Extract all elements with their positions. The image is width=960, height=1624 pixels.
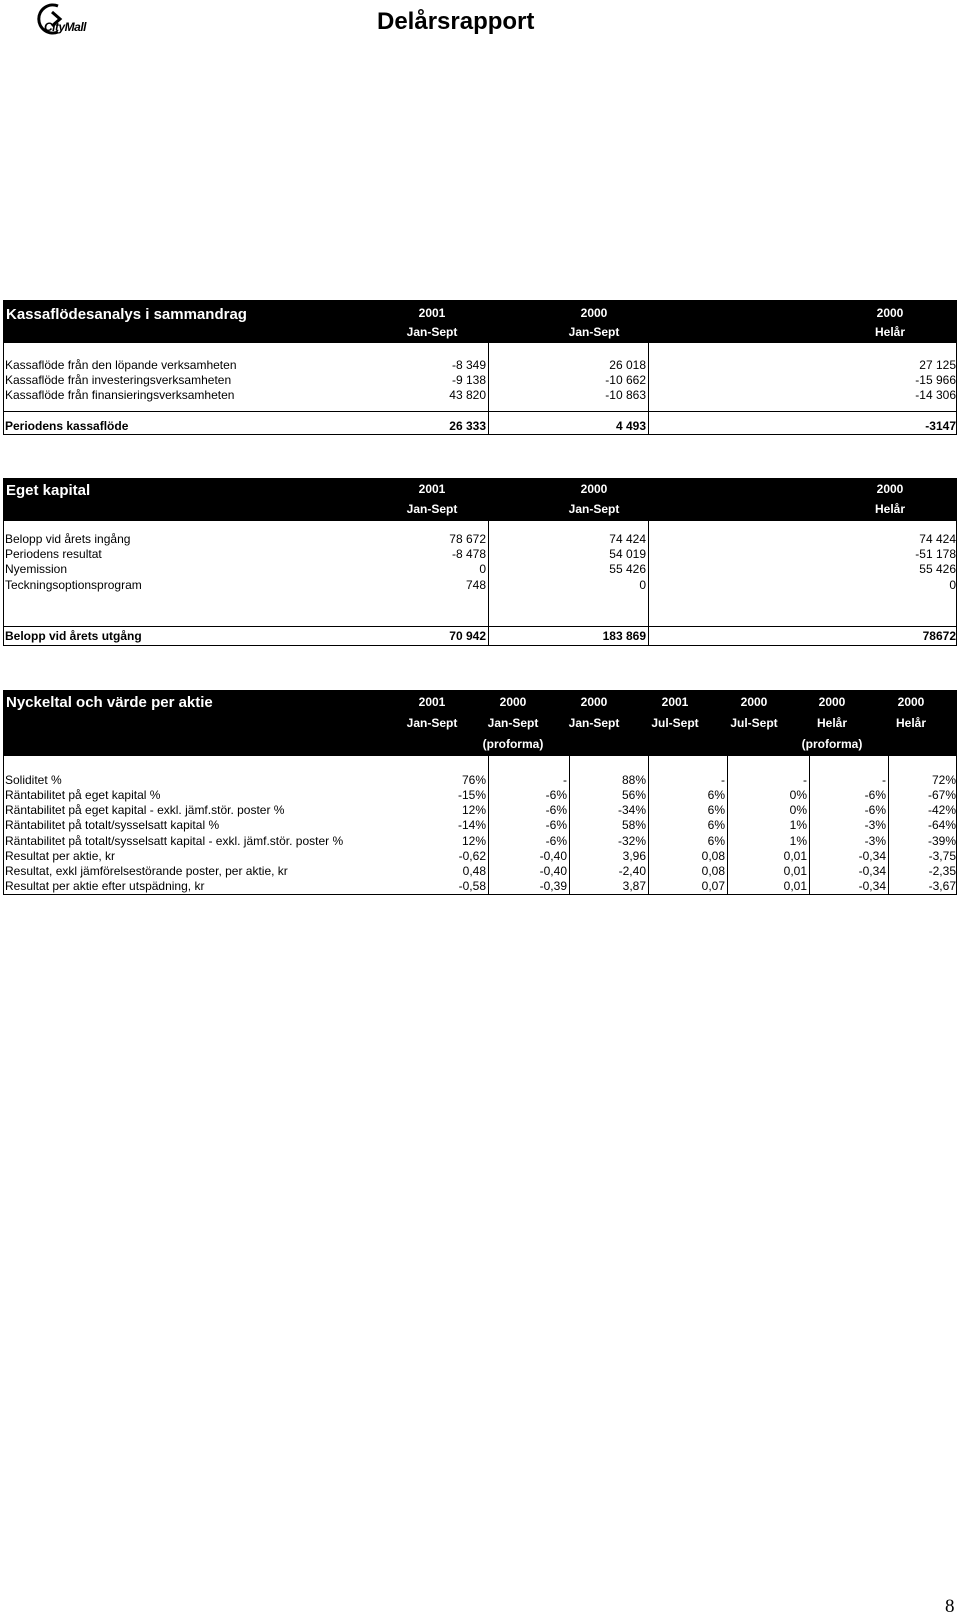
value-cell: -3147: [925, 419, 956, 433]
value-cell: 183 869: [602, 629, 646, 643]
value-cell: -3%: [864, 818, 886, 832]
row-label: Resultat per aktie, kr: [5, 849, 116, 863]
table-row: [3, 773, 957, 788]
value-cell: -6%: [545, 788, 567, 802]
row-label: Periodens kassaflöde: [5, 419, 129, 433]
cashflow-section: [3, 300, 957, 434]
value-cell: -2,40: [618, 864, 646, 878]
ratios-period-1: Jan-Sept: [406, 716, 458, 730]
table-row: [3, 818, 957, 833]
page-number: 8: [945, 1596, 955, 1617]
ratios-year-1: 2001: [418, 695, 446, 709]
row-label: Belopp vid årets utgång: [5, 629, 142, 643]
total-row: [3, 419, 957, 434]
equity-year-1: 2001: [418, 482, 446, 496]
value-cell: -6%: [545, 834, 567, 848]
ratios-year-3: 2000: [580, 695, 608, 709]
value-cell: 6%: [707, 788, 725, 802]
value-cell: -: [803, 773, 807, 787]
value-cell: 1%: [789, 818, 807, 832]
value-cell: -9 138: [451, 373, 486, 387]
equity-period-1: Jan-Sept: [406, 502, 458, 516]
cashflow-year-1: 2001: [418, 306, 446, 320]
equity-section: [3, 478, 957, 645]
value-cell: -6%: [864, 803, 886, 817]
ratios-section: [3, 690, 957, 894]
value-cell: 748: [465, 578, 486, 592]
value-cell: -2,35: [928, 864, 956, 878]
value-cell: -: [882, 773, 886, 787]
table-row: [3, 358, 957, 373]
value-cell: -8 349: [451, 358, 486, 372]
cashflow-period-1: Jan-Sept: [406, 325, 458, 339]
row-label: Räntabilitet på eget kapital - exkl. jämf.stör. poster %: [5, 803, 285, 817]
value-cell: -14%: [457, 818, 486, 832]
table-row: [3, 803, 957, 818]
table-row: [3, 373, 957, 388]
ratios-period-5: Jul-Sept: [730, 716, 778, 730]
row-label: Kassaflöde från den löpande verksamheten: [5, 358, 237, 372]
value-cell: 12%: [461, 803, 486, 817]
table-row: [3, 388, 957, 403]
value-cell: -0,34: [858, 864, 886, 878]
table-row: [3, 864, 957, 879]
ratios-period-7: Helår: [895, 716, 927, 730]
row-label: Teckningsoptionsprogram: [5, 578, 142, 592]
ratios-period-3: Jan-Sept: [568, 716, 620, 730]
value-cell: 6%: [707, 803, 725, 817]
page-title: Delårsrapport: [377, 8, 535, 35]
value-cell: 0,01: [783, 864, 807, 878]
ratios-year-4: 2001: [661, 695, 689, 709]
ratios-period-4: Jul-Sept: [651, 716, 699, 730]
value-cell: -39%: [927, 834, 956, 848]
value-cell: -0,39: [539, 879, 567, 893]
table-row: [3, 879, 957, 894]
equity-header: [3, 478, 957, 521]
ratios-note-2: (proforma): [482, 737, 544, 751]
cashflow-year-3: 2000: [876, 306, 904, 320]
value-cell: -6%: [864, 788, 886, 802]
value-cell: 3,87: [622, 879, 646, 893]
table-row: [3, 849, 957, 864]
value-cell: 12%: [461, 834, 486, 848]
row-label: Periodens resultat: [5, 547, 102, 561]
value-cell: 0,08: [701, 864, 725, 878]
table-row: [3, 562, 957, 577]
value-cell: -0,58: [458, 879, 486, 893]
value-cell: 0: [949, 578, 956, 592]
cashflow-year-2: 2000: [580, 306, 608, 320]
value-cell: 76%: [461, 773, 486, 787]
ratios-year-7: 2000: [897, 695, 925, 709]
value-cell: -3,75: [928, 849, 956, 863]
value-cell: 58%: [621, 818, 646, 832]
value-cell: -0,40: [539, 864, 567, 878]
value-cell: -8 478: [451, 547, 486, 561]
value-cell: -15 966: [915, 373, 956, 387]
value-cell: -3%: [864, 834, 886, 848]
ratios-year-2: 2000: [499, 695, 527, 709]
value-cell: 74 424: [919, 532, 956, 546]
equity-period-3: Helår: [874, 502, 906, 516]
cashflow-period-3: Helår: [874, 325, 906, 339]
ratios-title: Nyckeltal och värde per aktie: [6, 694, 213, 711]
cashflow-period-2: Jan-Sept: [568, 325, 620, 339]
value-cell: 26 333: [449, 419, 486, 433]
value-cell: 0,07: [701, 879, 725, 893]
value-cell: 70 942: [449, 629, 486, 643]
cashflow-header: [3, 300, 957, 343]
value-cell: -15%: [457, 788, 486, 802]
value-cell: -6%: [545, 818, 567, 832]
row-label: Räntabilitet på eget kapital %: [5, 788, 161, 802]
value-cell: -: [563, 773, 567, 787]
value-cell: -: [721, 773, 725, 787]
value-cell: -67%: [927, 788, 956, 802]
value-cell: 0,01: [783, 879, 807, 893]
value-cell: -6%: [545, 803, 567, 817]
row-label: Nyemission: [5, 562, 68, 576]
equity-title: Eget kapital: [6, 482, 91, 499]
table-row: [3, 578, 957, 593]
value-cell: 72%: [931, 773, 956, 787]
value-cell: 0%: [789, 803, 807, 817]
value-cell: 0,48: [462, 864, 486, 878]
value-cell: 0,08: [701, 849, 725, 863]
ratios-header: [3, 690, 957, 756]
ratios-year-5: 2000: [740, 695, 768, 709]
table-row: [3, 532, 957, 547]
value-cell: 26 018: [609, 358, 646, 372]
value-cell: -34%: [617, 803, 646, 817]
value-cell: 6%: [707, 834, 725, 848]
table-row: [3, 547, 957, 562]
value-cell: -0,40: [539, 849, 567, 863]
value-cell: -42%: [927, 803, 956, 817]
row-label: Räntabilitet på totalt/sysselsatt kapital - exkl. jämf.stör. poster %: [5, 834, 344, 848]
row-label: Räntabilitet på totalt/sysselsatt kapital %: [5, 818, 220, 832]
value-cell: 27 125: [919, 358, 956, 372]
ratios-period-6: Helår: [816, 716, 848, 730]
value-cell: -51 178: [915, 547, 956, 561]
ratios-period-2: Jan-Sept: [487, 716, 539, 730]
value-cell: 0%: [789, 788, 807, 802]
table-row: [3, 788, 957, 803]
row-label: Resultat per aktie efter utspädning, kr: [5, 879, 205, 893]
row-label: Belopp vid årets ingång: [5, 532, 131, 546]
value-cell: 74 424: [609, 532, 646, 546]
row-label: Soliditet %: [5, 773, 62, 787]
value-cell: 78672: [922, 629, 956, 643]
value-cell: -0,34: [858, 849, 886, 863]
value-cell: 0,01: [783, 849, 807, 863]
cashflow-title: Kassaflödesanalys i sammandrag: [6, 306, 247, 323]
value-cell: -14 306: [915, 388, 956, 402]
value-cell: 88%: [621, 773, 646, 787]
ratios-year-6: 2000: [818, 695, 846, 709]
logo-text: CityMall: [44, 20, 87, 34]
total-row: [3, 629, 957, 644]
value-cell: 6%: [707, 818, 725, 832]
value-cell: 55 426: [609, 562, 646, 576]
table-row: [3, 834, 957, 849]
value-cell: 0: [639, 578, 646, 592]
value-cell: 4 493: [615, 419, 646, 433]
row-label: Kassaflöde från investeringsverksamheten: [5, 373, 232, 387]
ratios-note-6: (proforma): [801, 737, 863, 751]
value-cell: 78 672: [449, 532, 486, 546]
value-cell: 55 426: [919, 562, 956, 576]
equity-year-2: 2000: [580, 482, 608, 496]
value-cell: 56%: [621, 788, 646, 802]
row-label: Resultat, exkl jämförelsestörande poster, per aktie, kr: [5, 864, 288, 878]
value-cell: -3,67: [928, 879, 956, 893]
value-cell: 54 019: [609, 547, 646, 561]
value-cell: 43 820: [449, 388, 486, 402]
value-cell: -32%: [617, 834, 646, 848]
value-cell: -0,34: [858, 879, 886, 893]
value-cell: -10 863: [605, 388, 646, 402]
value-cell: -10 662: [605, 373, 646, 387]
equity-year-3: 2000: [876, 482, 904, 496]
value-cell: 3,96: [622, 849, 646, 863]
value-cell: -0,62: [458, 849, 486, 863]
value-cell: 0: [479, 562, 486, 576]
equity-period-2: Jan-Sept: [568, 502, 620, 516]
value-cell: 1%: [789, 834, 807, 848]
row-label: Kassaflöde från finansieringsverksamheten: [5, 388, 235, 402]
value-cell: -64%: [927, 818, 956, 832]
